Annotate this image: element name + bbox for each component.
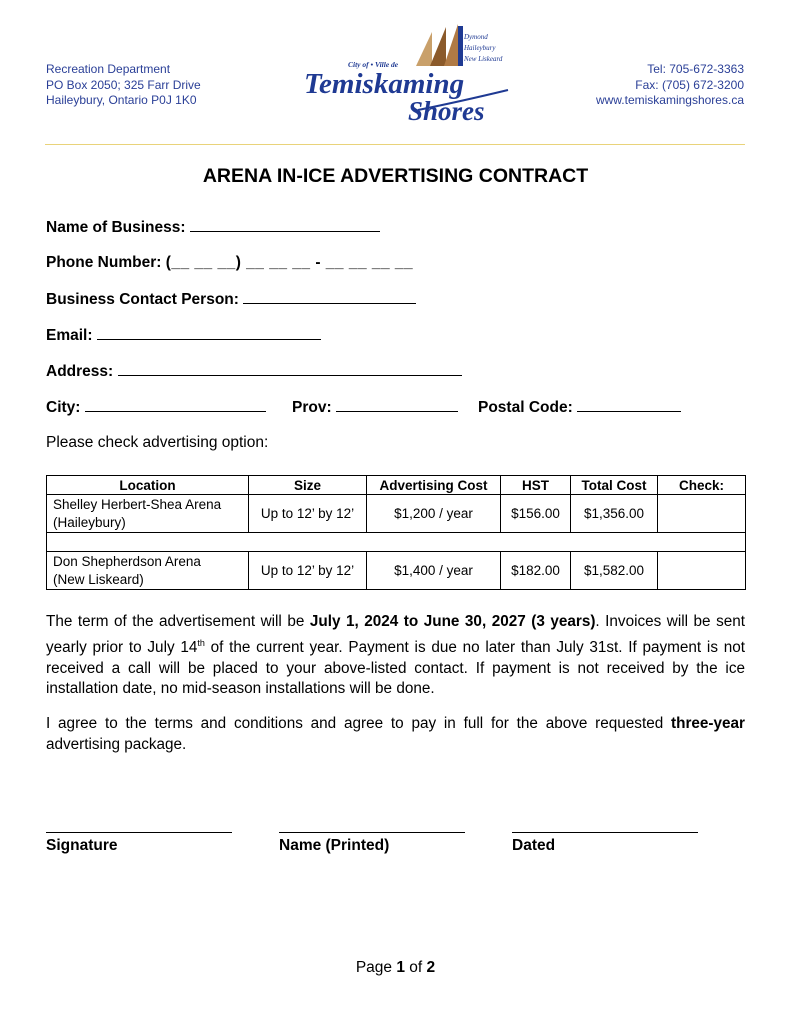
postal-code-label: Postal Code: — [478, 399, 573, 416]
table-spacer-row — [47, 533, 746, 552]
prov-label: Prov: — [292, 399, 332, 416]
agreement-text-2: advertising package. — [46, 735, 187, 753]
city-blank[interactable] — [85, 398, 266, 412]
logo-line1: Temiskaming — [304, 68, 465, 100]
hst-cell: $156.00 — [501, 495, 571, 533]
table-row — [47, 495, 746, 533]
check-cell[interactable] — [658, 552, 746, 590]
page-prefix: Page — [355, 959, 397, 976]
printed-name-label: Name (Printed) — [279, 837, 390, 854]
col-location: Location — [47, 476, 249, 495]
advertising-options-table — [46, 475, 746, 590]
business-name-label: Name of Business: — [46, 219, 186, 236]
location-name: Don Shepherdson Arena — [53, 553, 201, 569]
logo-sail-1 — [416, 32, 432, 66]
agreement-text-1: I agree to the terms and conditions and agree to pay in full for the above requested — [46, 715, 672, 732]
page-of: of — [404, 959, 427, 976]
terms-text-1: The term of the advertisement will be — [46, 613, 310, 630]
total-pages: 2 — [426, 959, 436, 976]
contact-person-field — [46, 290, 416, 309]
check-cell[interactable] — [658, 495, 746, 533]
date-label: Dated — [512, 837, 556, 854]
address-blank[interactable] — [118, 362, 462, 376]
table-header-row — [47, 476, 746, 495]
logo-small-top: City of • Ville de — [348, 60, 399, 69]
size-cell: Up to 12’ by 12’ — [249, 552, 367, 590]
col-advertising-cost: Advertising Cost — [367, 476, 501, 495]
address-field — [46, 362, 462, 381]
city-postal: Haileybury, Ontario P0J 1K0 — [46, 93, 197, 107]
spacer-cell — [47, 533, 746, 552]
prov-blank[interactable] — [336, 398, 458, 412]
prov-field — [292, 398, 458, 417]
agreement-paragraph — [46, 714, 745, 755]
phone-blank[interactable]: (__ __ __) __ __ __ - __ __ __ __ — [165, 254, 414, 271]
fax: Fax: (705) 672-3200 — [635, 77, 744, 92]
location-town: (New Liskeard) — [53, 571, 144, 587]
contact-person-label: Business Contact Person: — [46, 291, 239, 308]
signature-line[interactable] — [46, 832, 232, 833]
hst-cell: $182.00 — [501, 552, 571, 590]
terms-text-3: of the current year. Payment is due no later than July 31st. If payment is not received a call will be placed to your above-listed contact. If payment is not received by the ice installation date, no mid-season installations will be done. — [46, 638, 745, 698]
email-label: Email: — [46, 327, 93, 344]
department-address — [46, 62, 201, 109]
terms-superscript: th — [197, 637, 205, 648]
contact-info — [596, 62, 744, 109]
phone-field — [46, 254, 413, 272]
col-total-cost: Total Cost — [571, 476, 658, 495]
website-link[interactable]: www.temiskamingshores.ca — [595, 93, 744, 107]
check-prompt: Please check advertising option: — [46, 434, 269, 451]
printed-name-line[interactable] — [279, 832, 465, 833]
agreement-term: three-year — [671, 715, 745, 732]
date-line[interactable] — [512, 832, 698, 833]
total-cell: $1,356.00 — [571, 495, 658, 533]
business-name-field — [46, 218, 380, 237]
page-indicator — [0, 959, 791, 977]
location-cell — [47, 552, 249, 590]
col-hst: HST — [501, 476, 571, 495]
current-page: 1 — [396, 959, 405, 976]
col-check: Check: — [658, 476, 746, 495]
terms-text-2: . Invoices will be sent yearly prior to July 14 — [46, 613, 745, 656]
logo-town-2: Haileybury — [464, 44, 496, 52]
city-label: City: — [46, 399, 81, 416]
total-cell: $1,582.00 — [571, 552, 658, 590]
signature-label: Signature — [46, 837, 118, 854]
postal-code-blank[interactable] — [577, 398, 681, 412]
email-field — [46, 326, 321, 345]
terms-dates: July 1, 2024 to June 30, 2027 (3 years) — [309, 613, 596, 630]
logo-line2: Shores — [408, 96, 485, 126]
temiskaming-shores-logo — [298, 22, 513, 126]
contact-person-blank[interactable] — [243, 290, 416, 304]
size-cell: Up to 12’ by 12’ — [249, 495, 367, 533]
postal-code-field — [478, 398, 681, 417]
city-field — [46, 398, 266, 417]
logo-mast — [458, 26, 463, 66]
department-name: Recreation Department — [46, 62, 171, 76]
location-town: (Haileybury) — [53, 514, 126, 530]
location-name: Shelley Herbert-Shea Arena — [53, 496, 222, 512]
cost-cell: $1,200 / year — [367, 495, 501, 533]
logo-town-3: New Liskeard — [464, 55, 503, 63]
logo-graphic — [298, 22, 513, 126]
po-box: PO Box 2050; 325 Farr Drive — [46, 77, 201, 92]
address-label: Address: — [46, 363, 114, 380]
cost-cell: $1,400 / year — [367, 552, 501, 590]
logo-sail-3 — [444, 24, 458, 66]
location-cell — [47, 495, 249, 533]
table-row — [47, 552, 746, 590]
logo-town-1: Dymond — [464, 33, 488, 41]
col-size: Size — [249, 476, 367, 495]
page-title: ARENA IN-ICE ADVERTISING CONTRACT — [202, 165, 589, 187]
header-divider — [45, 144, 745, 145]
terms-paragraph — [46, 612, 745, 700]
phone-label: Phone Number: — [46, 254, 162, 271]
telephone: Tel: 705-672-3363 — [647, 62, 744, 76]
business-name-blank[interactable] — [190, 218, 380, 232]
logo-sail-2 — [430, 27, 446, 66]
email-blank[interactable] — [97, 326, 321, 340]
